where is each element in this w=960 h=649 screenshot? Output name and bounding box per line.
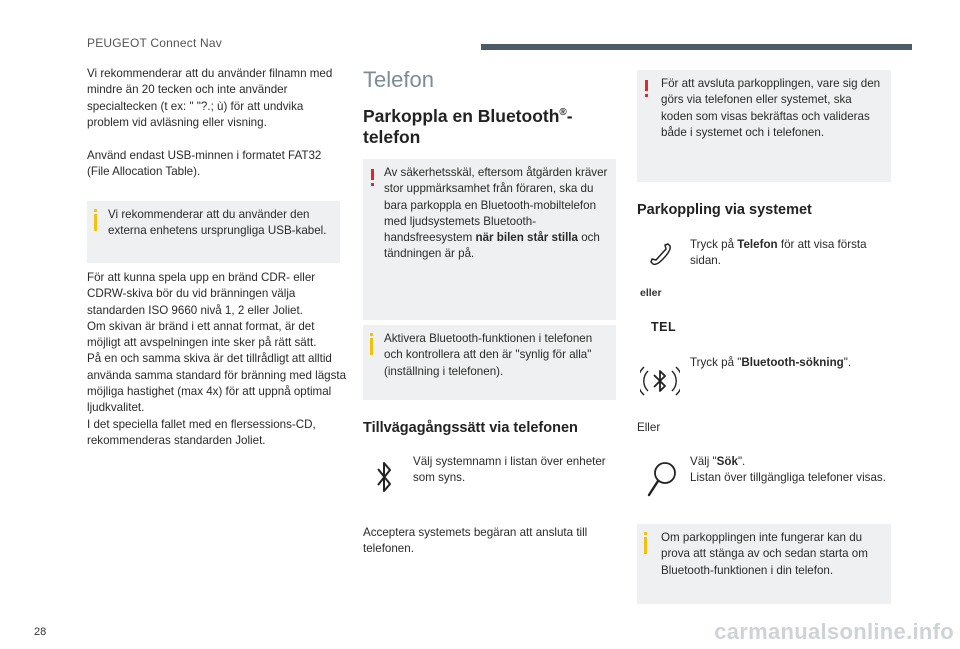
warning-box-safety bbox=[363, 159, 616, 320]
warning-text: Av säkerhetsskäl, eftersom åtgärden kräver stor uppmärksamhet från föraren, ska du bara parkoppla en Bluetooth-mobiltelefon med ljudsystemets Bluetooth-handsfreesystem när bilen står stilla och tändningen är på. bbox=[384, 166, 608, 261]
info-icon bbox=[370, 333, 373, 336]
warning-box-pairing-code bbox=[637, 70, 891, 182]
cd-burning-advice: För att kunna spela upp en bränd CDR- eller CDRW-skiva bör du vid bränningen välja standarden ISO 9660 nivå 1, 2 eller Joliet. Om skivan är bränd i ett annat format, är det möjligt att avspelningen inte sker på rätt sätt. På en och samma skiva är det tillrådligt att alltid använda samma standard för bränning med lägsta möjliga hastighet (max 4x) för att uppnå optimal ljudkvalitet. I det speciella fallet med en flersessions-CD, rekommenderas standarden Joliet. bbox=[87, 271, 347, 447]
filename-advice: Vi rekommenderar att du använder filnamn med mindre än 20 tecken och inte använder specialtecken (t ex: " "?.; ù) för att undvika problem vid avläsning eller visning. bbox=[87, 67, 333, 129]
info-box-troubleshoot bbox=[637, 524, 891, 604]
step-bluetooth-search: Tryck på "Bluetooth-sökning". bbox=[690, 356, 852, 369]
magnifier-icon bbox=[645, 460, 679, 498]
info-icon bbox=[644, 532, 647, 535]
phone-handset-icon bbox=[647, 240, 675, 268]
info-text: Om parkopplingen inte fungerar kan du prova att stänga av och sedan starta om Bluetooth-funktionen i din telefon. bbox=[661, 531, 868, 577]
bluetooth-icon bbox=[375, 460, 393, 494]
page-number: 28 bbox=[34, 626, 47, 638]
step-press-telefon: Tryck på Telefon för att visa första sidan. bbox=[690, 238, 867, 268]
info-icon bbox=[94, 209, 97, 212]
usb-format-advice: Använd endast USB-minnen i formatet FAT32 (File Allocation Table). bbox=[87, 149, 322, 179]
warning-icon bbox=[371, 169, 374, 180]
or-text: Eller bbox=[637, 421, 661, 434]
via-phone-heading: Tillvägagångssätt via telefonen bbox=[363, 420, 578, 436]
bluetooth-search-icon bbox=[640, 361, 680, 401]
warning-icon bbox=[645, 80, 648, 91]
info-box-bluetooth bbox=[363, 325, 616, 400]
or-label: eller bbox=[640, 287, 662, 299]
accept-request: Acceptera systemets begäran att ansluta till telefonen. bbox=[363, 526, 588, 556]
watermark: carmanualsonline.info bbox=[714, 619, 954, 644]
tel-button-label: TEL bbox=[651, 320, 677, 334]
step-select-system: Välj systemnamn i listan över enheter som syns. bbox=[413, 455, 606, 485]
warning-text: För att avsluta parkopplingen, vare sig den görs via telefonen eller systemet, ska koden som visas bekräftas och valideras både i systemet och i telefonen. bbox=[661, 77, 881, 139]
step-select-search: Välj "Sök". Listan över tillgängliga telefoner visas. bbox=[690, 455, 886, 485]
via-system-heading: Parkoppling via systemet bbox=[637, 202, 812, 218]
section-title: Telefon bbox=[363, 67, 434, 92]
header-rule bbox=[481, 44, 912, 50]
info-text: Vi rekommenderar att du använder den externa enhetens ursprungliga USB-kabel. bbox=[108, 208, 327, 238]
running-header: PEUGEOT Connect Nav bbox=[87, 36, 222, 50]
pairing-heading: Parkoppla en Bluetooth®- telefon bbox=[363, 105, 573, 147]
info-box-usb-cable bbox=[87, 201, 340, 263]
info-text: Aktivera Bluetooth-funktionen i telefonen och kontrollera att den är "synlig för alla" (inställning i telefonen). bbox=[384, 332, 593, 378]
